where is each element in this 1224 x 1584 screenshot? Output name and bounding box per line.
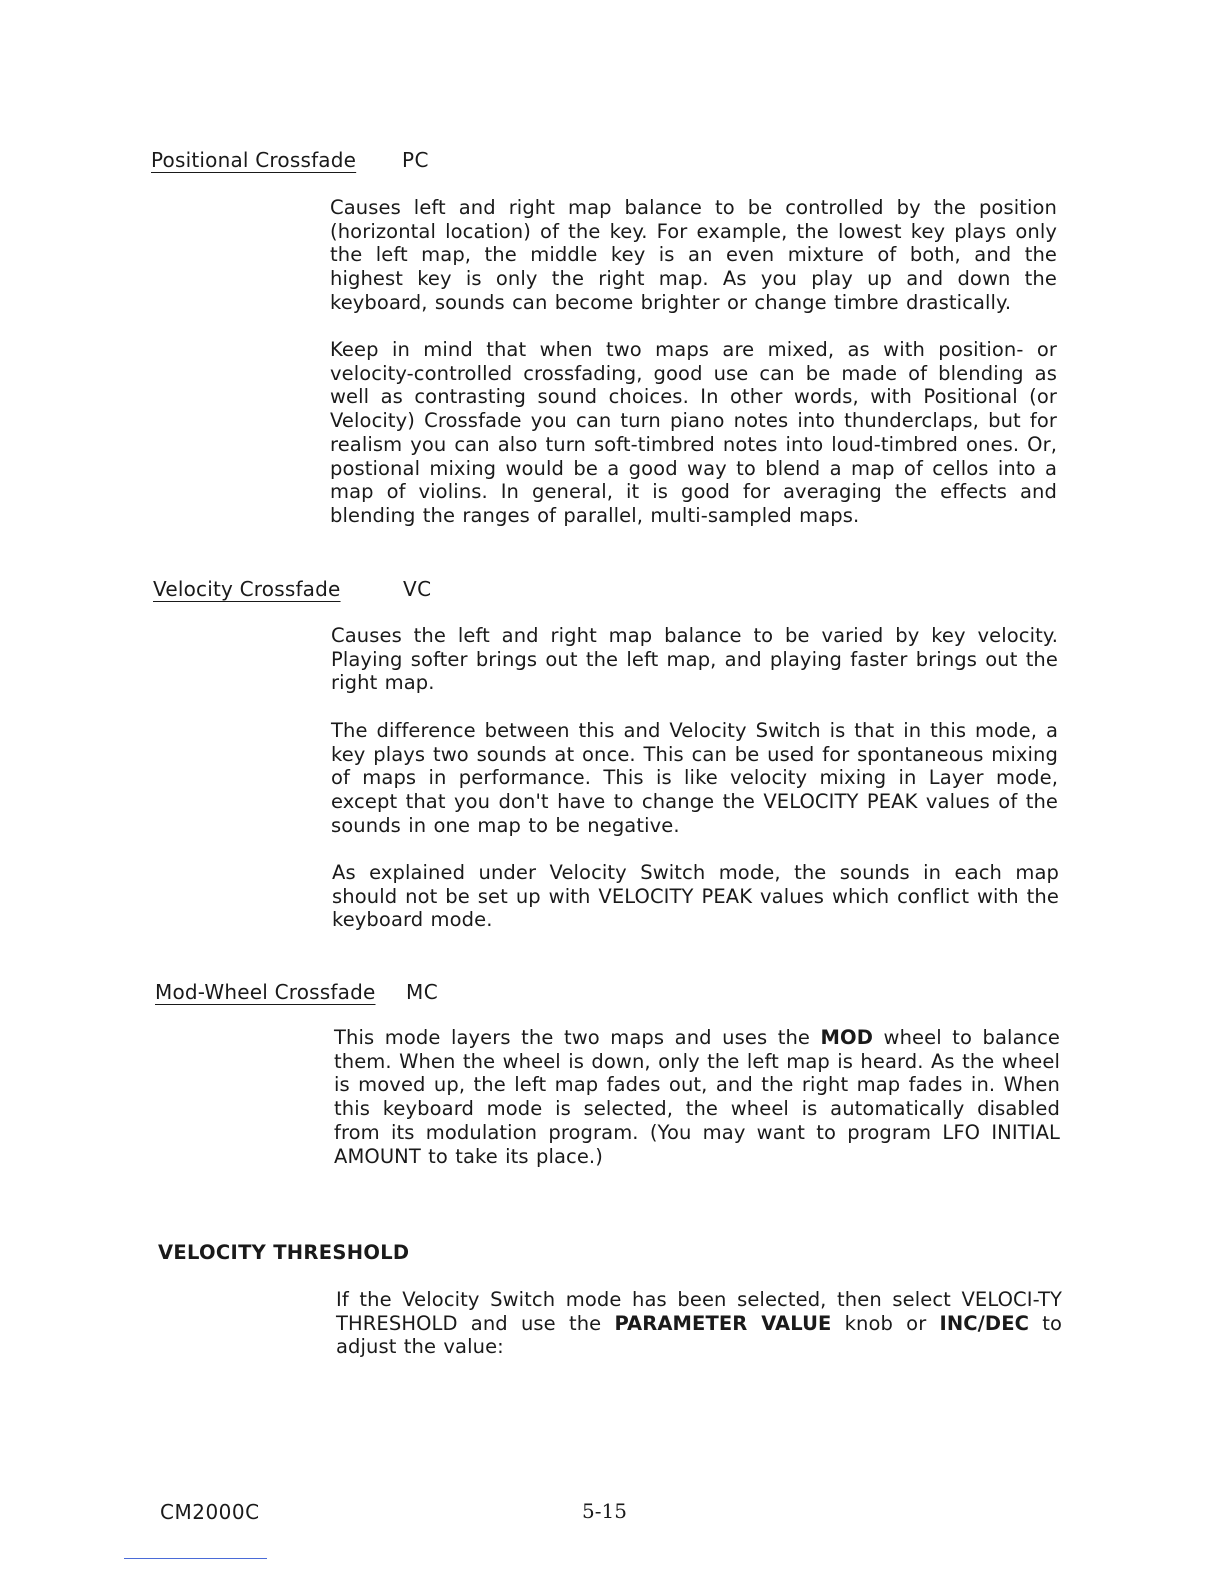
- paragraph-mc-text-before: This mode layers the two maps and uses the: [334, 1026, 821, 1049]
- section-term-mod-wheel-crossfade: Mod-Wheel Crossfade: [155, 980, 376, 1004]
- vt-text-1: If the Velocity Switch mode has been selected, then select VELOCI-TY THRESHOLD and use the: [336, 1288, 1062, 1335]
- section-term-velocity-crossfade: Velocity Crossfade: [153, 577, 341, 601]
- inc-dec-keyword: INC/DEC: [939, 1311, 1030, 1335]
- paragraph-pc-2: Keep in mind that when two maps are mixed, as with position- or velocity-controlled crossfading, good use can be made of blending as well as contrasting sound choices. In other words, with Positional (or Velocity) Crossfade you can turn piano notes into thunderclaps, but for realism you can also turn soft-timbred notes into loud-timbred ones. Or, postional mixing would be a good way to blend a map of cellos into a map of violins. In general, it is good for averaging the effects and blending the ranges of parallel, multi-sampled maps.: [330, 338, 1057, 527]
- section-abbr-vc: VC: [403, 577, 432, 601]
- paragraph-pc-1: Causes left and right map balance to be controlled by the position (horizontal location) of the key. For example, the lowest key plays only the left map, the middle key is an even mixture of both, and the highest key is only the right map. As you play up and down the keyboard, sounds can become brighter or change timbre drastically.: [330, 196, 1057, 314]
- section-abbr-mc: MC: [406, 980, 439, 1004]
- paragraph-mc-text-after: wheel to balance them. When the wheel is down, only the left map is heard. As the wheel is moved up, the left map fades out, and the right map fades in. When this keyboard mode is selected, the wheel is automatically disabled from its modulation program. (You may want to program LFO INITIAL AMOUNT to take its place.): [334, 1026, 1060, 1168]
- section-term-positional-crossfade: Positional Crossfade: [151, 148, 357, 172]
- scan-artifact-line: [124, 1558, 267, 1559]
- velocity-threshold-paragraph: [336, 1288, 1062, 1359]
- footer-doc-id: CM2000C: [160, 1500, 260, 1524]
- vt-text-2: knob or: [831, 1311, 940, 1335]
- paragraph-vc-3: As explained under Velocity Switch mode, the sounds in each map should not be set up with VELOCITY PEAK values which conflict with the keyboard mode.: [332, 861, 1059, 932]
- vt-text-3: to adjust the value:: [336, 1311, 1062, 1359]
- paragraph-mc-1: [334, 1026, 1060, 1168]
- velocity-threshold-heading: VELOCITY THRESHOLD: [158, 1241, 410, 1264]
- mod-wheel-keyword: MOD: [820, 1026, 874, 1049]
- section-abbr-pc: PC: [402, 148, 430, 172]
- paragraph-vc-2: The difference between this and Velocity Switch is that in this mode, a key plays two sounds at once. This can be used for spontaneous mixing of maps in performance. This is like velocity mixing in Layer mode, except that you don't have to change the VELOCITY PEAK values of the sounds in one map to be negative.: [331, 719, 1058, 837]
- parameter-value-keyword: PARAMETER VALUE: [614, 1311, 832, 1335]
- footer-page-number: 5-15: [582, 1499, 627, 1523]
- paragraph-vc-1: Causes the left and right map balance to be varied by key velocity. Playing softer brings out the left map, and playing faster brings out the right map.: [331, 624, 1058, 695]
